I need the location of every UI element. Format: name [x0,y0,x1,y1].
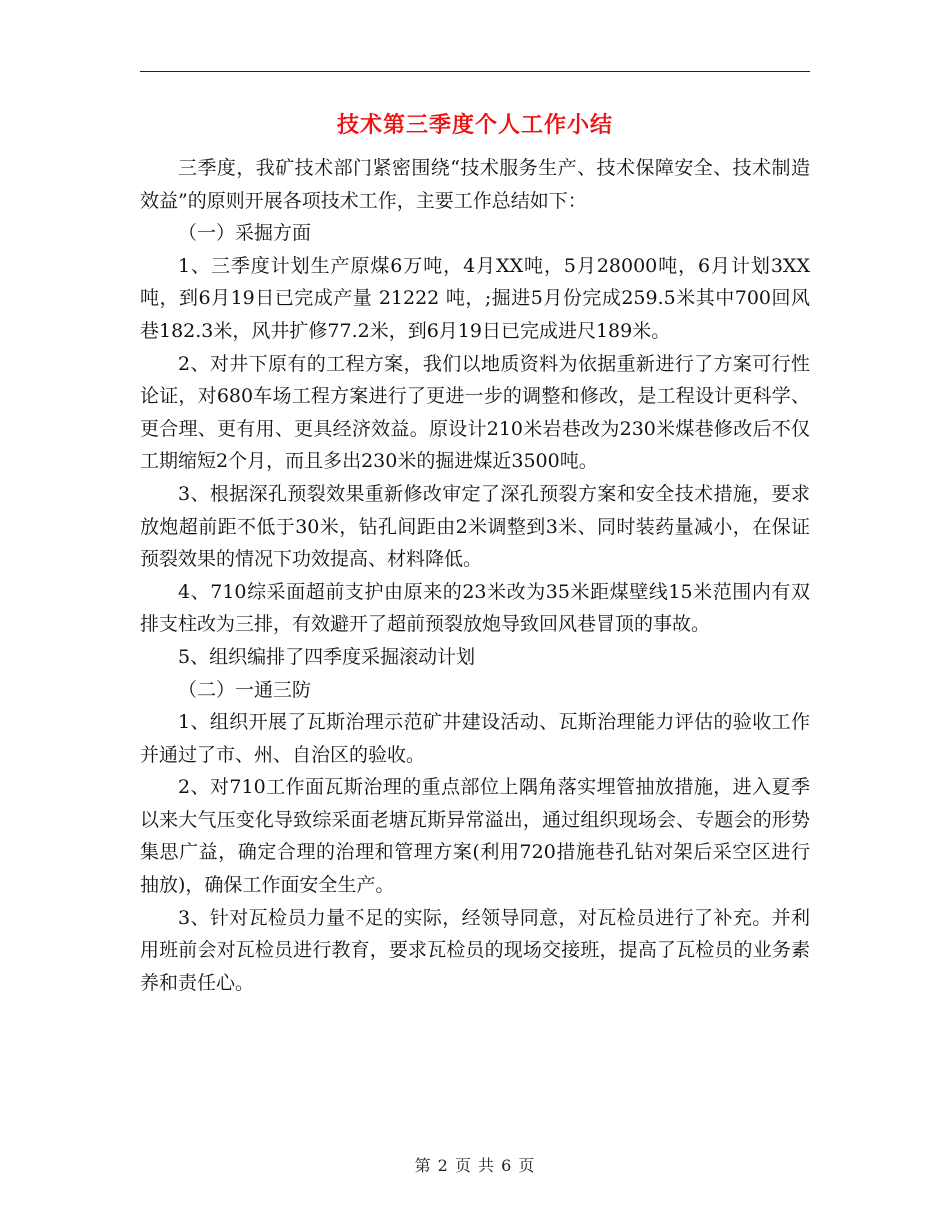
paragraph-ventilation-3: 3、针对瓦检员力量不足的实际，经领导同意，对瓦检员进行了补充。并利用班前会对瓦检员进行教育，要求瓦检员的现场交接班，提高了瓦检员的业务素养和责任心。 [140,906,810,994]
paragraph-intro: 三季度，我矿技术部门紧密围绕“技术服务生产、技术保障安全、技术制造效益”的原则开展各项技术工作，主要工作总结如下： [140,157,810,212]
paragraph-mining-1: 1、三季度计划生产原煤6万吨，4月XX吨，5月28000吨，6月计划3XX吨，到6月19日已完成产量 21222 吨，;掘进5月份完成259.5米其中700回风巷182.3米，风井扩修77.2米，到6月19日已完成进尺189米。 [140,254,810,342]
paragraph-mining-4: 4、710综采面超前支护由原来的23米改为35米距煤壁线15米范围内有双排支柱改为三排，有效避开了超前预裂放炮导致回风巷冒顶的事故。 [140,580,810,636]
paragraph-mining-5: 5、组织编排了四季度采掘滚动计划 [178,645,476,668]
document-title: 技术第三季度个人工作小结 [336,113,613,138]
document-body [140,152,810,999]
page-number-footer: 第 2 页 共 6 页 [414,1156,536,1175]
paragraph-ventilation-2: 2、对710工作面瓦斯治理的重点部位上隅角落实埋管抽放措施，进入夏季以来大气压变化导致综采面老塘瓦斯异常溢出，通过组织现场会、专题会的形势集思广益，确定合理的治理和管理方案(利用720措施巷孔钻对架后采空区进行抽放)，确保工作面安全生产。 [140,776,810,897]
paragraph-mining-2: 2、对井下原有的工程方案，我们以地质资料为依据重新进行了方案可行性论证，对680车场工程方案进行了更进一步的调整和修改，是工程设计更科学、更合理、更有用、更具经济效益。原设计210米岩巷改为230米煤巷修改后不仅工期缩短2个月，而且多出230米的掘进煤近3500吨。 [140,352,810,473]
section-heading-mining: （一）采掘方面 [178,222,312,245]
paragraph-mining-3: 3、根据深孔预裂效果重新修改审定了深孔预裂方案和安全技术措施，要求放炮超前距不低于30米，钻孔间距由2米调整到3米、同时装药量减小，在保证预裂效果的情况下功效提高、材料降低。 [140,482,810,571]
section-heading-ventilation: （二）一通三防 [178,678,312,701]
paragraph-ventilation-1: 1、组织开展了瓦斯治理示范矿井建设活动、瓦斯治理能力评估的验收工作并通过了市、州、自治区的验收。 [140,711,810,766]
header-rule [140,71,810,72]
